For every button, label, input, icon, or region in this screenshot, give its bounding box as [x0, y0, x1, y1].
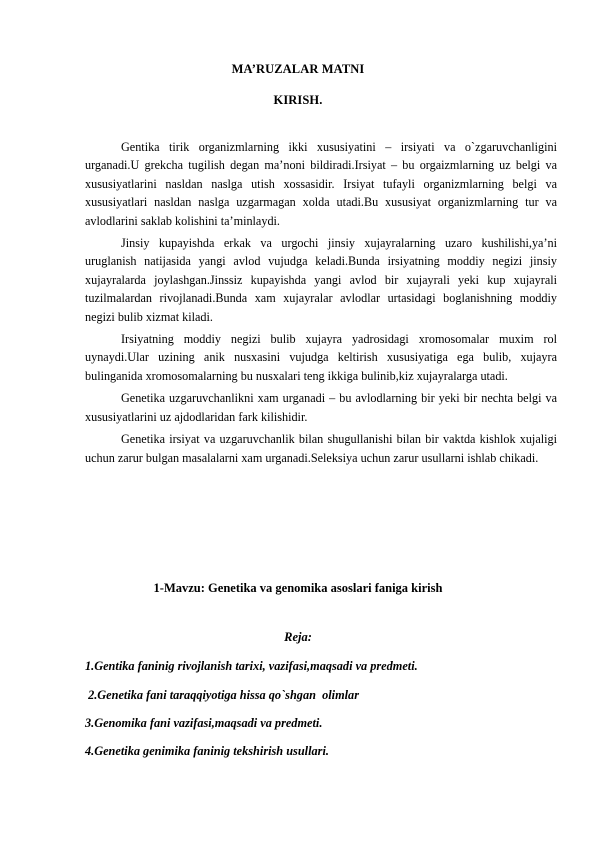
- paragraph-2: Jinsiy kupayishda erkak va urgochi jinsiy xujayralarning uzaro kushilishi,ya’ni uruglanish natijasida yangi avlod vujudga keladi.Bunda irsiyatning moddiy negizi jinsiy xujayralarda joylashgan.Jinssiz kupayishda yangi avlod bir xujayrali yeki kup xujayrali tuzilmalardan rivojlanadi.Bunda xam xujayralar avlodlar urtasidagi boglanishning moddiy negizi bulib xizmat kiladi.: [85, 236, 557, 324]
- paragraph-5: Genetika irsiyat va uzgaruvchanlik bilan shugullanishi bilan bir vaktda kishlok xujaligi uchun zarur bulgan masalalarni xam urganadi.Seleksiya uchun zarur usullarni ishlab chikadi.: [85, 432, 557, 465]
- body-text: [85, 138, 557, 471]
- plan-item-2: 2.Genetika fani taraqqiyotiga hissa qo`shgan olimlar: [85, 688, 359, 702]
- main-title: MA’RUZALAR MATNI: [231, 62, 365, 76]
- plan-title: Reja:: [284, 630, 312, 644]
- paragraph-3: Irsiyatning moddiy negizi bulib xujayra yadrosidagi xromosomalar muxim rol uynaydi.Ular uzining anik nusxasini vujudga keltirish xususiyatiga ega bulib, xujayra bulinganida xromosomalarning bu nusxalari teng ikkiga bulinib,kiz xujayralarga utadi.: [85, 332, 557, 383]
- paragraph-1: Gentika tirik organizmlarning ikki xususiyatini – irsiyati va o`zgaruvchanligini urganadi.U grekcha tugilish degan ma’noni bildiradi.Irsiyat – bu orgaizmlarning uz belgi va xususiyatlarini nasldan naslga utish xossasidir. Irsiyat tufayli organizmlarning belgi va xususiyatlari nasldan naslga uzgarmagan xolda utadi.Bu xususiyat organizmlarning tur va avlodlarini saklab kolishini ta’minlaydi.: [85, 140, 557, 228]
- plan-item-3: 3.Genomika fani vazifasi,maqsadi va predmeti.: [85, 716, 323, 730]
- subtitle: KIRISH.: [273, 93, 323, 107]
- plan-item-4: 4.Genetika genimika faninig tekshirish usullari.: [85, 744, 329, 758]
- plan-item-1: 1.Gentika faninig rivojlanish tarixi, vazifasi,maqsadi va predmeti.: [85, 659, 418, 673]
- section-title: 1-Mavzu: Genetika va genomika asoslari faniga kirish: [153, 581, 443, 595]
- paragraph-4: Genetika uzgaruvchanlikni xam urganadi – bu avlodlarning bir yeki bir nechta belgi va xususiyatlarini uz ajdodlaridan fark kilishidir.: [85, 391, 557, 424]
